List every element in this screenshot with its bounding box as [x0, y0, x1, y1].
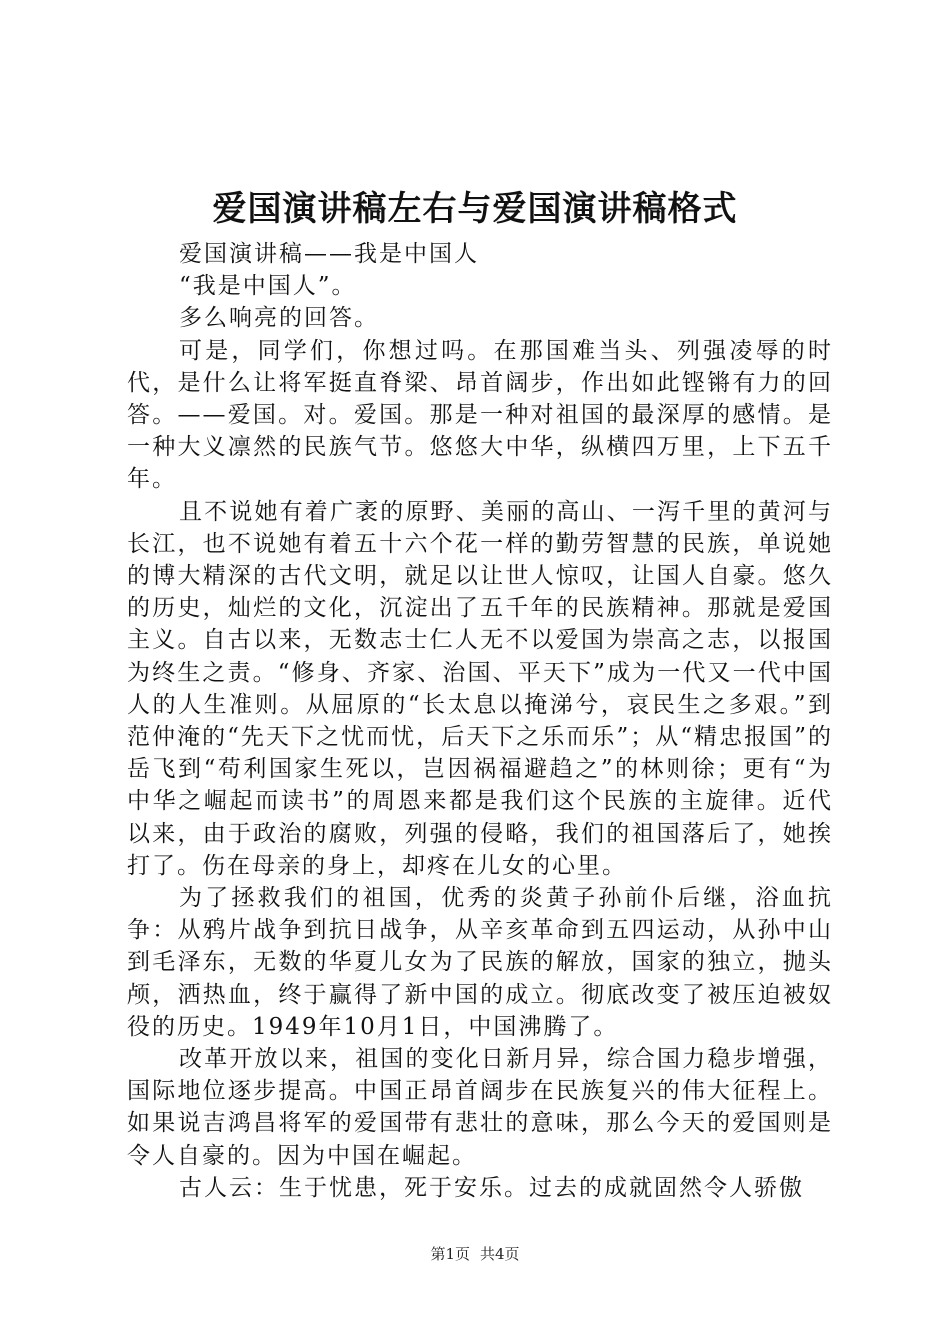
page-number: 第1页 — [430, 1245, 470, 1263]
paragraph: 改革开放以来，祖国的变化日新月异，综合国力稳步增强，国际地位逐步提高。中国正昂首阔步在民族复兴的伟大征程上。如果说吉鸿昌将军的爱国带有悲壮的意味，那么今天的爱国则是令人自豪的。因为中国在崛起。 — [127, 1046, 833, 1169]
paragraph: 爱国演讲稿——我是中国人 — [179, 241, 479, 267]
paragraph: 且不说她有着广袤的原野、美丽的高山、一泻千里的黄河与长江，也不说她有着五十六个花一样的勤劳智慧的民族，单说她的博大精深的古代文明，就足以让世人惊叹，让国人自豪。悠久的历史，灿烂的文化，沉淀出了五千年的民族精神。那就是爱国主义。自古以来，无数志士仁人无不以爱国为崇高之志，以报国为终生之责。“修身、齐家、治国、平天下”成为一代又一代中国人的人生准则。从屈原的“长太息以掩涕兮，哀民生之多艰。”到范仲淹的“先天下之忧而忧，后天下之乐而乐”；从“精忠报国”的岳飞到“苟利国家生死以，岂因祸福避趋之”的林则徐；更有“为中华之崛起而读书”的周恩来都是我们这个民族的主旋律。近代以来，由于政治的腐败，列强的侵略，我们的祖国落后了，她挨打了。伤在母亲的身上，却疼在儿女的心里。 — [127, 498, 833, 879]
paragraph: 为了拯救我们的祖国，优秀的炎黄子孙前仆后继，浴血抗争：从鸦片战争到抗日战争，从辛亥革命到五四运动，从孙中山到毛泽东，无数的华夏儿女为了民族的解放，国家的独立，抛头颅，洒热血，终于赢得了新中国的成立。彻底改变了被压迫被奴役的历史。1949年10月1日，中国沸腾了。 — [127, 885, 833, 1040]
paragraph: 古人云：生于忧患，死于安乐。过去的成就固然令人骄傲 — [179, 1174, 804, 1201]
page-footer — [0, 1243, 950, 1264]
paragraph: “我是中国人”。 — [179, 273, 357, 300]
paragraph: 可是，同学们，你想过吗。在那国难当头、列强凌辱的时代，是什么让将军挺直脊梁、昂首阔步，作出如此铿锵有力的回答。——爱国。对。爱国。那是一种对祖国的最深厚的感情。是一种大义凛然的民族气节。悠悠大中华，纵横四万里，上下五千年。 — [127, 337, 833, 493]
page-total: 共4页 — [480, 1245, 520, 1263]
paragraph: 多么响亮的回答。 — [179, 305, 379, 332]
document-title: 爱国演讲稿左右与爱国演讲稿格式 — [212, 189, 738, 229]
document-body — [127, 238, 833, 1204]
